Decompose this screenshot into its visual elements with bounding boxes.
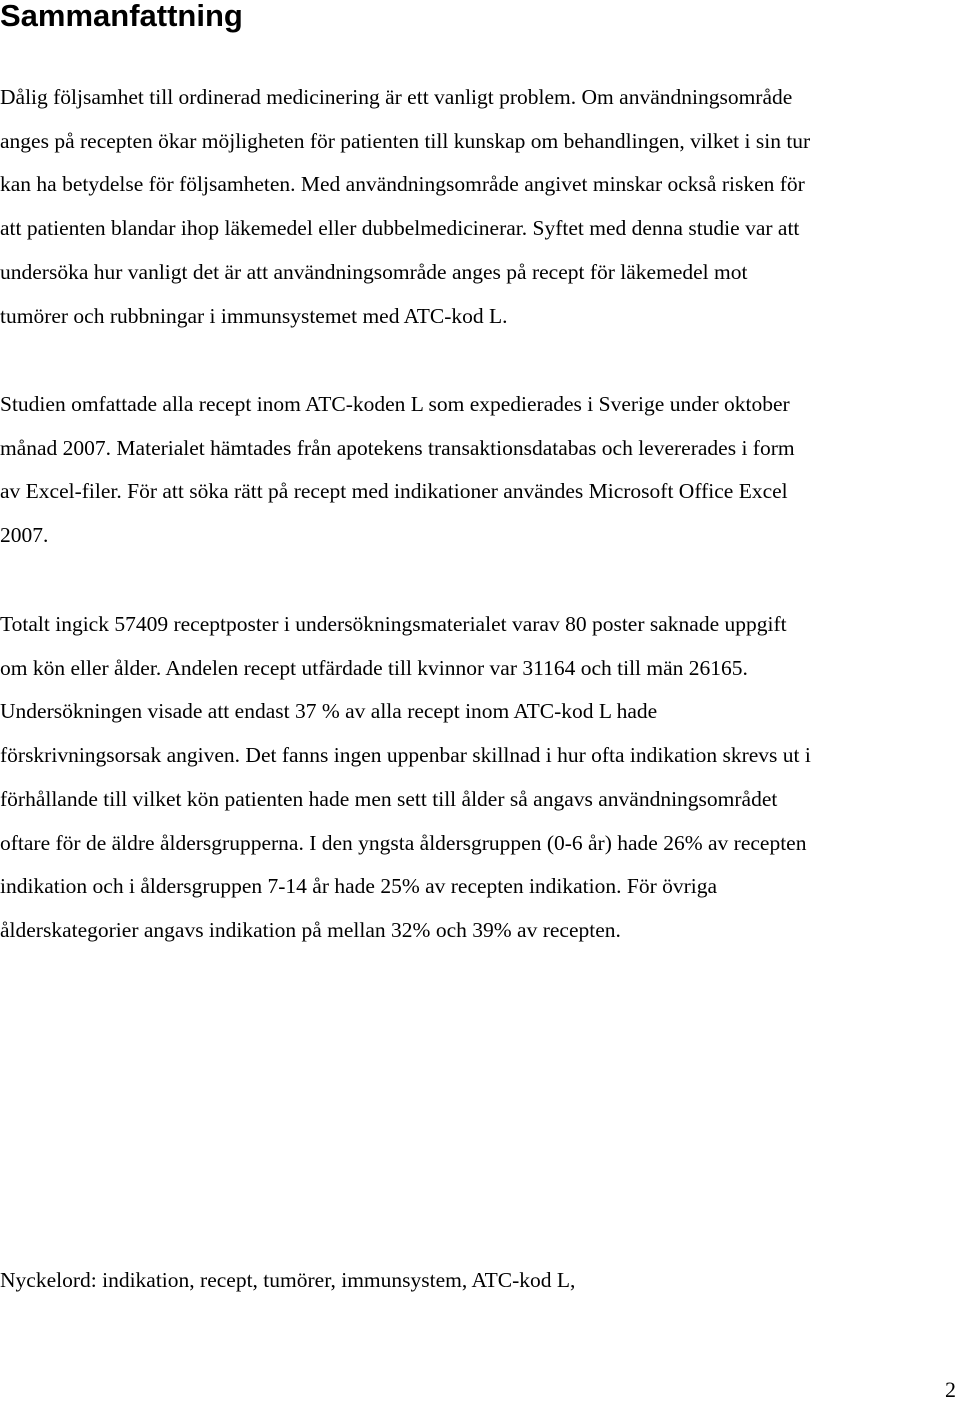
text-line: ålderskategorier angavs indikation på mellan 32% och 39% av recepten. (0, 917, 621, 942)
text-line: av Excel-filer. För att söka rätt på recept med indikationer användes Microsoft Office Excel (0, 479, 788, 504)
page-number: 2 (945, 1377, 956, 1402)
summary-paragraph-1 (0, 76, 960, 338)
text-line: kan ha betydelse för följsamheten. Med användningsområde angivet minskar också risken för (0, 172, 805, 197)
summary-paragraph-2 (0, 383, 960, 558)
text-line: Totalt ingick 57409 receptposter i undersökningsmaterialet varav 80 poster saknade uppgift (0, 612, 787, 636)
text-line: indikation och i åldersgruppen 7-14 år hade 25% av recepten indikation. För övriga (0, 874, 718, 899)
text-line: 2007. (0, 523, 49, 548)
keywords: Nyckelord: indikation, recept, tumörer, immunsystem, ATC-kod L, (0, 1268, 576, 1292)
text-line: Dålig följsamhet till ordinerad medicinering är ett vanligt problem. Om användningsområde (0, 85, 793, 109)
text-line: att patienten blandar ihop läkemedel eller dubbelmedicinerar. Syftet med denna studie var att (0, 216, 800, 241)
text-line: Studien omfattade alla recept inom ATC-koden L som expedierades i Sverige under oktober (0, 392, 790, 416)
text-line: tumörer och rubbningar i immunsystemet med ATC-kod L. (0, 303, 508, 328)
text-line: oftare för de äldre åldersgrupperna. I den yngsta åldersgruppen (0-6 år) hade 26% av recepten (0, 830, 807, 855)
summary-paragraph-3 (0, 603, 960, 953)
text-line: om kön eller ålder. Andelen recept utfärdade till kvinnor var 31164 och till män 26165. (0, 655, 748, 680)
text-line: månad 2007. Materialet hämtades från apotekens transaktionsdatabas och levererades i form (0, 435, 795, 460)
text-line: Undersökningen visade att endast 37 % av alla recept inom ATC-kod L hade (0, 699, 658, 724)
text-line: förskrivningsorsak angiven. Det fanns ingen uppenbar skillnad i hur ofta indikation skrevs ut i (0, 743, 811, 768)
text-line: anges på recepten ökar möjligheten för patienten till kunskap om behandlingen, vilket i sin tur (0, 128, 811, 153)
section-heading: Sammanfattning (0, 0, 243, 33)
text-line: undersöka hur vanligt det är att användningsområde anges på recept för läkemedel mot (0, 259, 748, 284)
text-line: förhållande till vilket kön patienten hade men sett till ålder så angavs användningsområdet (0, 786, 778, 811)
